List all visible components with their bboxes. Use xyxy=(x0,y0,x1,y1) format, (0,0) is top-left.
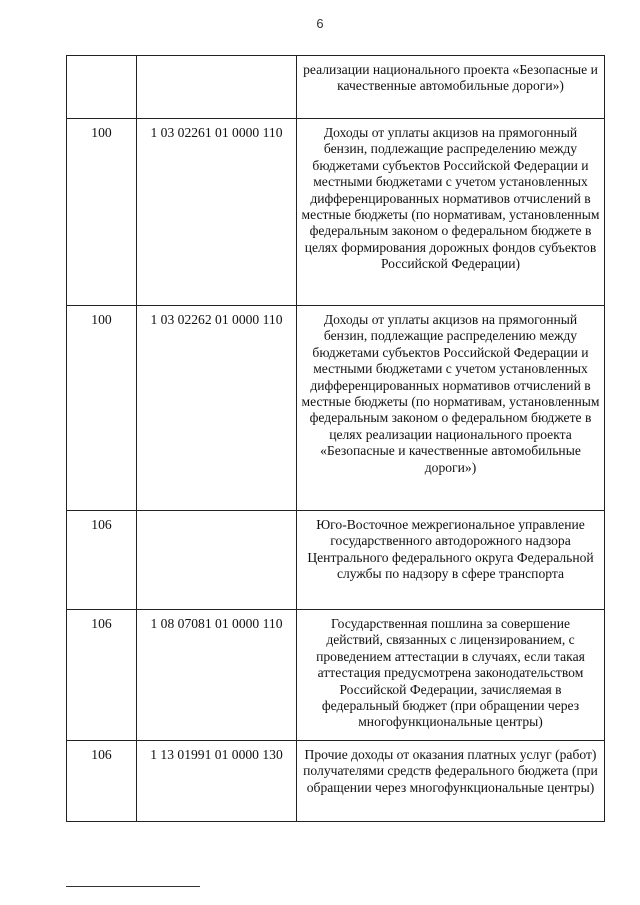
revenue-codes-table xyxy=(66,55,605,822)
admin-code-cell: 100 xyxy=(67,119,137,306)
revenue-name-cell: Доходы от уплаты акцизов на прямогонный бензин, подлежащие распределению между бюджетами субъектов Российской Федерации и местными бюджетами с учетом установленных дифференцированных нормативов отчислений в местные бюджеты (по нормативам, установленным федеральным законом о федеральном бюджете в целях реализации национального проекта «Безопасные и качественные автомобильные дороги») xyxy=(297,306,605,511)
footnote-divider xyxy=(66,886,200,887)
table-row xyxy=(67,56,605,119)
table-body xyxy=(67,56,605,822)
revenue-name-cell: Доходы от уплаты акцизов на прямогонный бензин, подлежащие распределению между бюджетами субъектов Российской Федерации и местными бюджетами с учетом установленных дифференцированных нормативов отчислений в местные бюджеты (по нормативам, установленным федеральным законом о федеральном бюджете в целях формирования дорожных фондов субъектов Российской Федерации) xyxy=(297,119,605,306)
admin-code-cell: 106 xyxy=(67,511,137,610)
table-row xyxy=(67,741,605,822)
revenue-name-cell: реализации национального проекта «Безопасные и качественные автомобильные дороги») xyxy=(297,56,605,119)
admin-code-cell: 100 xyxy=(67,306,137,511)
kbk-code-cell: 1 03 02262 01 0000 110 xyxy=(137,306,297,511)
table-row xyxy=(67,610,605,741)
table-row xyxy=(67,119,605,306)
kbk-code-cell: 1 08 07081 01 0000 110 xyxy=(137,610,297,741)
admin-code-cell: 106 xyxy=(67,741,137,822)
admin-code-cell xyxy=(67,56,137,119)
table-row xyxy=(67,511,605,610)
kbk-code-cell xyxy=(137,511,297,610)
kbk-code-cell: 1 03 02261 01 0000 110 xyxy=(137,119,297,306)
revenue-name-cell: Государственная пошлина за совершение действий, связанных с лицензированием, с проведением аттестации в случаях, если такая аттестация предусмотрена законодательством Российской Федерации, зачисляемая в федеральный бюджет (при обращении через многофункциональные центры) xyxy=(297,610,605,741)
kbk-code-cell xyxy=(137,56,297,119)
kbk-code-cell: 1 13 01991 01 0000 130 xyxy=(137,741,297,822)
page-number: 6 xyxy=(316,16,324,31)
revenue-name-cell: Прочие доходы от оказания платных услуг (работ) получателями средств федерального бюджета (при обращении через многофункциональные центры) xyxy=(297,741,605,822)
revenue-name-cell: Юго-Восточное межрегиональное управление государственного автодорожного надзора Центрального федерального округа Федеральной службы по надзору в сфере транспорта xyxy=(297,511,605,610)
table-row xyxy=(67,306,605,511)
admin-code-cell: 106 xyxy=(67,610,137,741)
